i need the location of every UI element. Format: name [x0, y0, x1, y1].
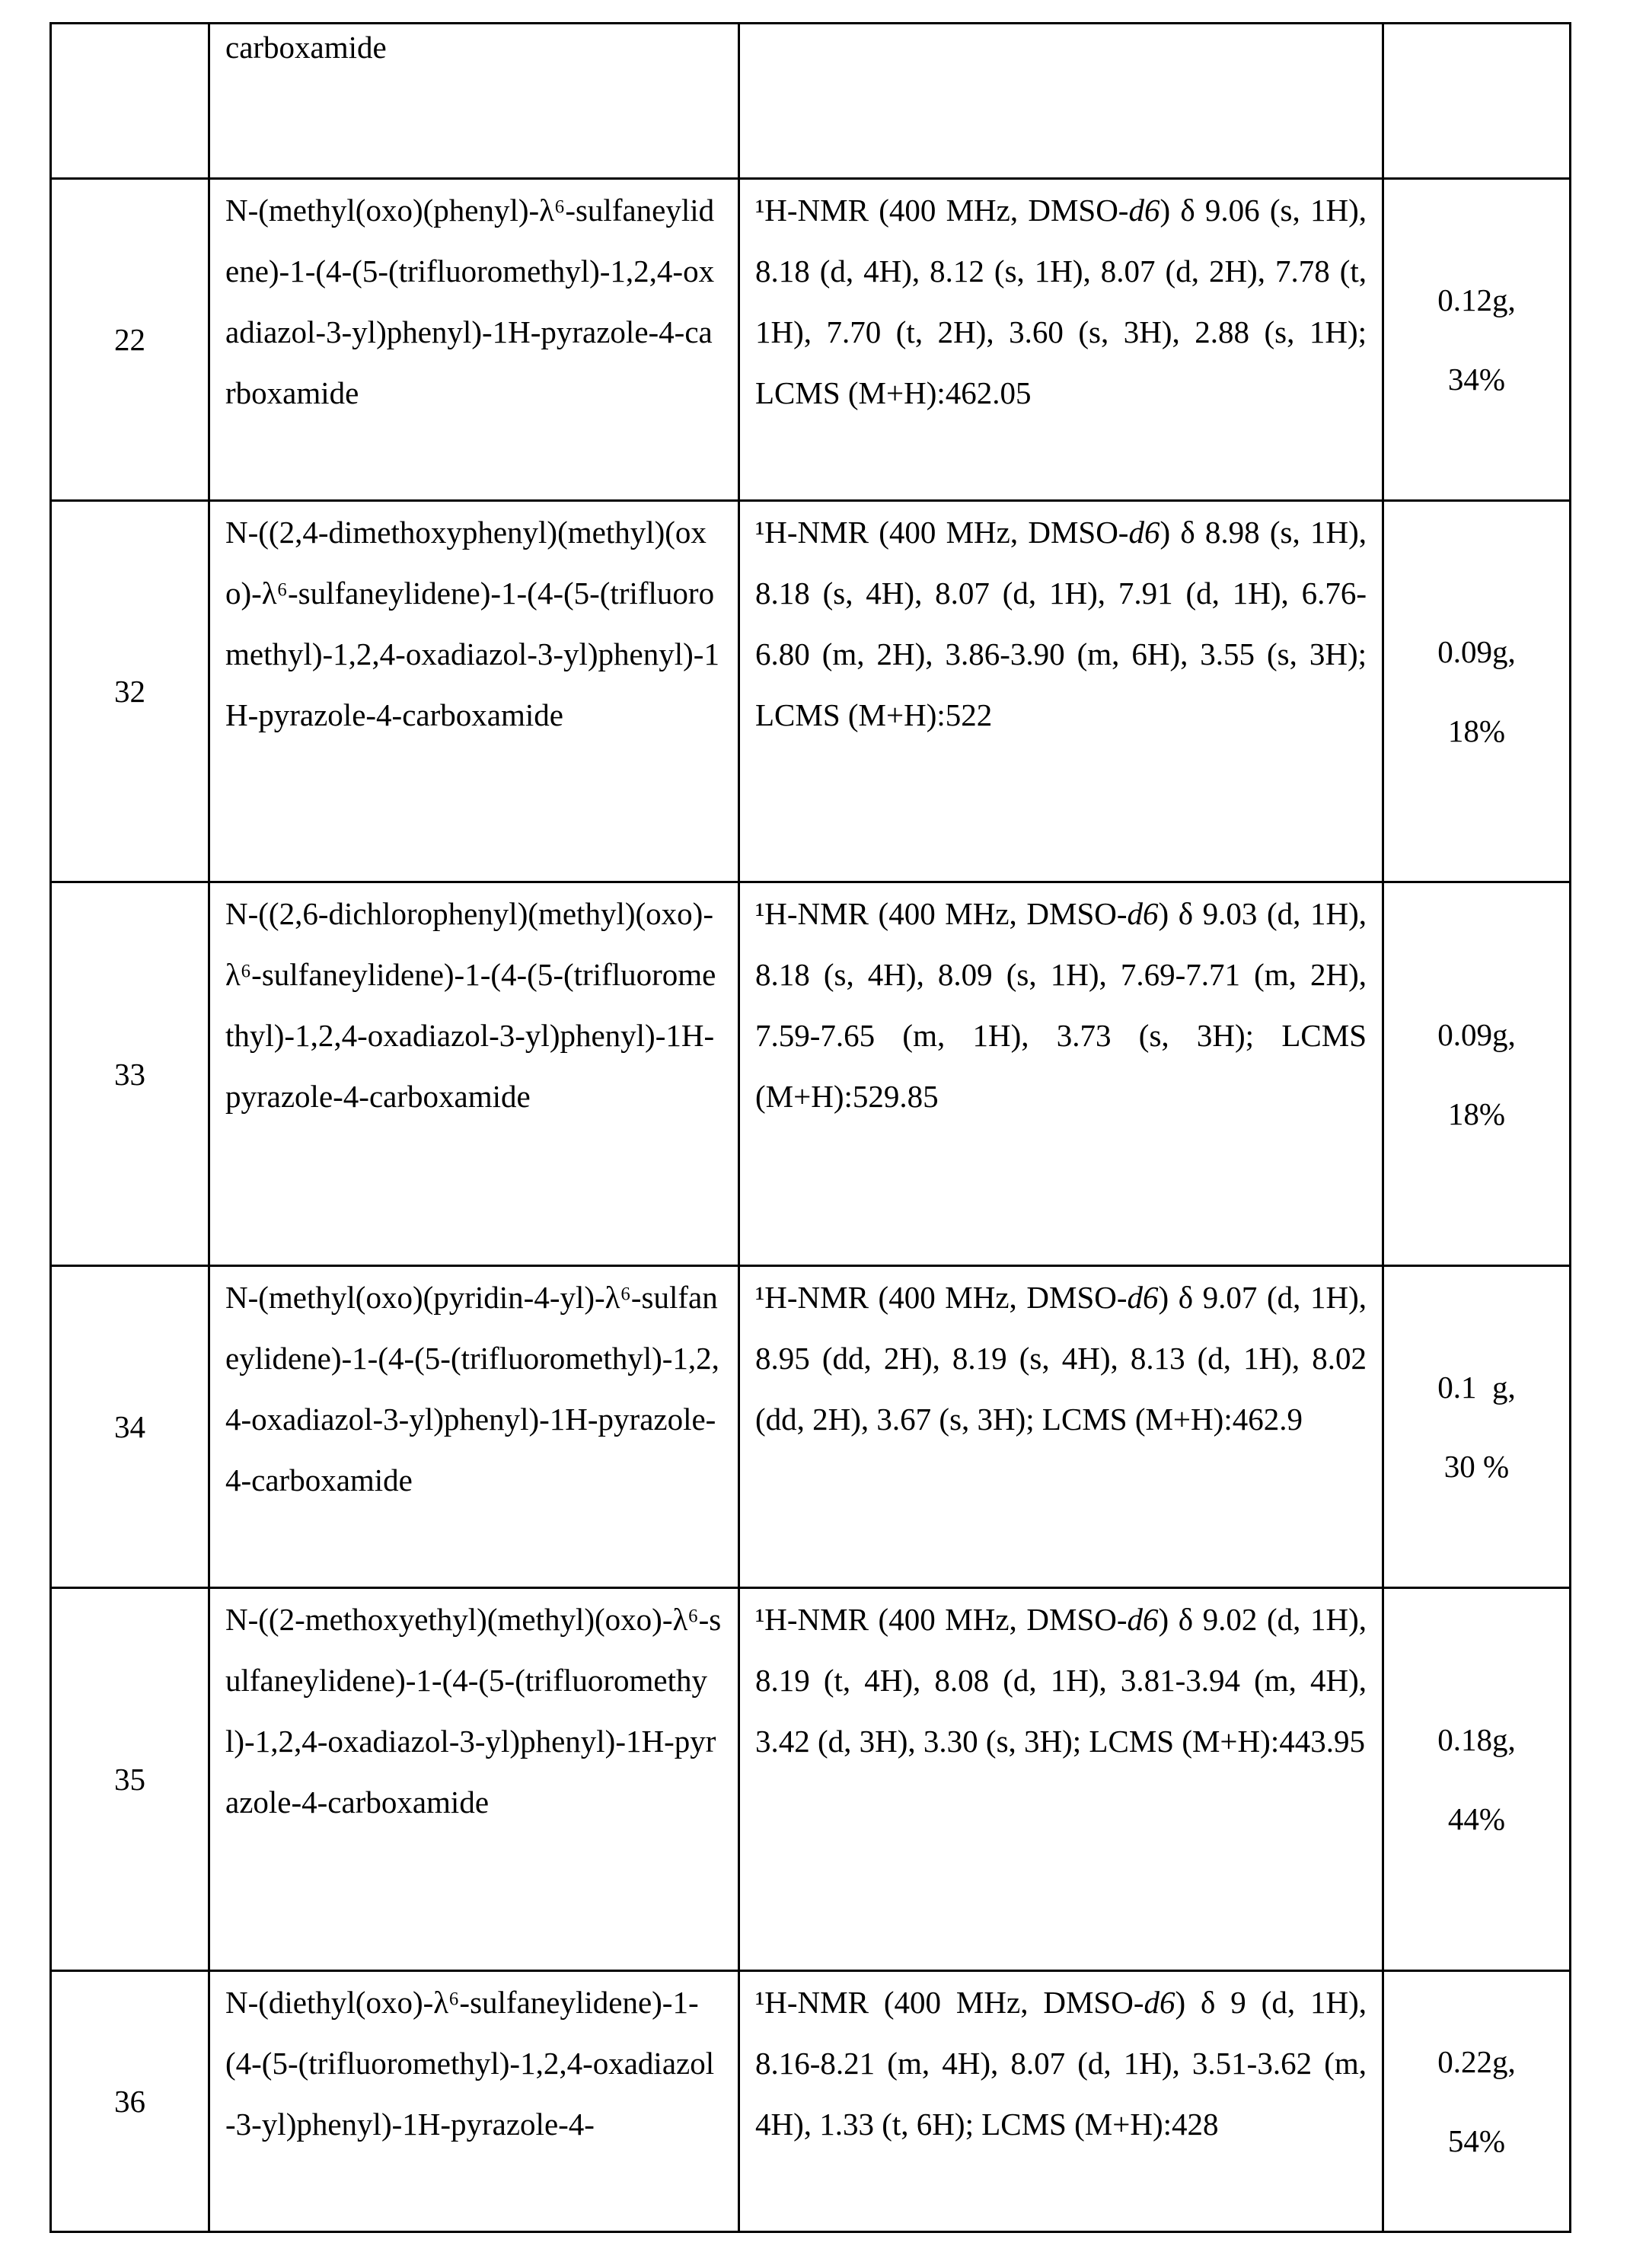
compound-number: 22 — [51, 179, 209, 501]
yield-mass: 0.1 g, — [1399, 1348, 1554, 1427]
nmr-solvent: d6 — [1144, 1985, 1175, 2020]
yield-mass: 0.12g, — [1399, 260, 1554, 340]
nmr-data: ) δ 9 (d, 1H), 8.16-8.21 (m, 4H), 8.07 (d, 1H), 3.51-3.62 (m, 4H), 1.33 (t, 6H); LCMS (M+H):428 — [755, 1985, 1367, 2142]
nmr-solvent: d6 — [1128, 1280, 1159, 1315]
yield — [1383, 179, 1571, 501]
nmr-prefix: ¹H-NMR (400 MHz, DMSO- — [755, 1280, 1128, 1315]
compound-number: 33 — [51, 882, 209, 1266]
yield-mass: 0.18g, — [1399, 1700, 1554, 1779]
characterization-data — [739, 1588, 1383, 1971]
yield — [1383, 1266, 1571, 1588]
nmr-prefix: ¹H-NMR (400 MHz, DMSO- — [755, 1602, 1128, 1637]
nmr-data: ) δ 9.06 (s, 1H), 8.18 (d, 4H), 8.12 (s, 1H), 8.07 (d, 2H), 7.78 (t, 1H), 7.70 (t, 2H), 3.60 (s, 3H), 2.88 (s, 1H); LCMS (M+H):462.05 — [755, 193, 1367, 410]
characterization-data — [739, 1971, 1383, 2232]
nmr-solvent: d6 — [1128, 193, 1160, 228]
characterization-data — [739, 882, 1383, 1266]
nmr-data: ) δ 9.07 (d, 1H), 8.95 (dd, 2H), 8.19 (s, 4H), 8.13 (d, 1H), 8.02 (dd, 2H), 3.67 (s, 3H); LCMS (M+H):462.9 — [755, 1280, 1367, 1437]
nmr-solvent: d6 — [1128, 1602, 1159, 1637]
yield-percent: 34% — [1399, 340, 1554, 419]
yield-mass: 0.22g, — [1399, 2022, 1554, 2101]
compound-number: 32 — [51, 501, 209, 882]
table-row — [51, 882, 1571, 1266]
compound-name: N-(diethyl(oxo)-λ⁶-sulfaneylidene)-1-(4-(5-(trifluoromethyl)-1,2,4-oxadiazol-3-yl)phenyl)-1H-pyrazole-4- — [209, 1971, 739, 2232]
compound-number: 35 — [51, 1588, 209, 1971]
compound-name: N-(methyl(oxo)(phenyl)-λ⁶-sulfaneylidene)-1-(4-(5-(trifluoromethyl)-1,2,4-oxadiazol-3-yl)phenyl)-1H-pyrazole-4-carboxamide — [209, 179, 739, 501]
nmr-prefix: ¹H-NMR (400 MHz, DMSO- — [755, 193, 1128, 228]
yield — [1383, 1971, 1571, 2232]
yield — [1383, 882, 1571, 1266]
yield-percent: 44% — [1399, 1779, 1554, 1858]
yield-mass: 0.09g, — [1399, 612, 1554, 691]
yield — [1383, 24, 1571, 179]
compound-number — [51, 24, 209, 179]
characterization-data — [739, 501, 1383, 882]
nmr-data: ) δ 8.98 (s, 1H), 8.18 (s, 4H), 8.07 (d, 1H), 7.91 (d, 1H), 6.76-6.80 (m, 2H), 3.86-3.90 (m, 6H), 3.55 (s, 3H); LCMS (M+H):522 — [755, 515, 1367, 732]
yield-percent: 54% — [1399, 2101, 1554, 2180]
compound-name: N-((2-methoxyethyl)(methyl)(oxo)-λ⁶-sulfaneylidene)-1-(4-(5-(trifluoromethyl)-1,2,4-oxadiazol-3-yl)phenyl)-1H-pyrazole-4-carboxamide — [209, 1588, 739, 1971]
nmr-solvent: d6 — [1128, 515, 1160, 550]
yield-mass: 0.09g, — [1399, 995, 1554, 1074]
table-row — [51, 179, 1571, 501]
compound-name: carboxamide — [209, 24, 739, 179]
compound-name: N-(methyl(oxo)(pyridin-4-yl)-λ⁶-sulfaneylidene)-1-(4-(5-(trifluoromethyl)-1,2,4-oxadiazol-3-yl)phenyl)-1H-pyrazole-4-carboxamide — [209, 1266, 739, 1588]
characterization-data — [739, 179, 1383, 501]
nmr-data: ) δ 9.03 (d, 1H), 8.18 (s, 4H), 8.09 (s, 1H), 7.69-7.71 (m, 2H), 7.59-7.65 (m, 1H), 3.73 (s, 3H); LCMS (M+H):529.85 — [755, 896, 1367, 1114]
table-row — [51, 24, 1571, 179]
compound-name: N-((2,6-dichlorophenyl)(methyl)(oxo)-λ⁶-sulfaneylidene)-1-(4-(5-(trifluoromethyl)-1,2,4-oxadiazol-3-yl)phenyl)-1H-pyrazole-4-carboxamide — [209, 882, 739, 1266]
yield-percent: 18% — [1399, 691, 1554, 770]
compound-name: N-((2,4-dimethoxyphenyl)(methyl)(oxo)-λ⁶-sulfaneylidene)-1-(4-(5-(trifluoromethyl)-1,2,4-oxadiazol-3-yl)phenyl)-1H-pyrazole-4-carboxamide — [209, 501, 739, 882]
yield — [1383, 501, 1571, 882]
nmr-prefix: ¹H-NMR (400 MHz, DMSO- — [755, 515, 1128, 550]
table-row — [51, 1971, 1571, 2232]
table-row — [51, 501, 1571, 882]
characterization-data — [739, 24, 1383, 179]
yield — [1383, 1588, 1571, 1971]
table-row — [51, 1266, 1571, 1588]
nmr-data: ) δ 9.02 (d, 1H), 8.19 (t, 4H), 8.08 (d, 1H), 3.81-3.94 (m, 4H), 3.42 (d, 3H), 3.30 (s, 3H); LCMS (M+H):443.95 — [755, 1602, 1367, 1759]
characterization-data — [739, 1266, 1383, 1588]
yield-percent: 18% — [1399, 1074, 1554, 1153]
table-row — [51, 1588, 1571, 1971]
compound-table — [49, 22, 1571, 2233]
yield-percent: 30 % — [1399, 1427, 1554, 1506]
nmr-prefix: ¹H-NMR (400 MHz, DMSO- — [755, 896, 1128, 931]
compound-number: 34 — [51, 1266, 209, 1588]
nmr-solvent: d6 — [1128, 896, 1159, 931]
nmr-prefix: ¹H-NMR (400 MHz, DMSO- — [755, 1985, 1144, 2020]
compound-number: 36 — [51, 1971, 209, 2232]
